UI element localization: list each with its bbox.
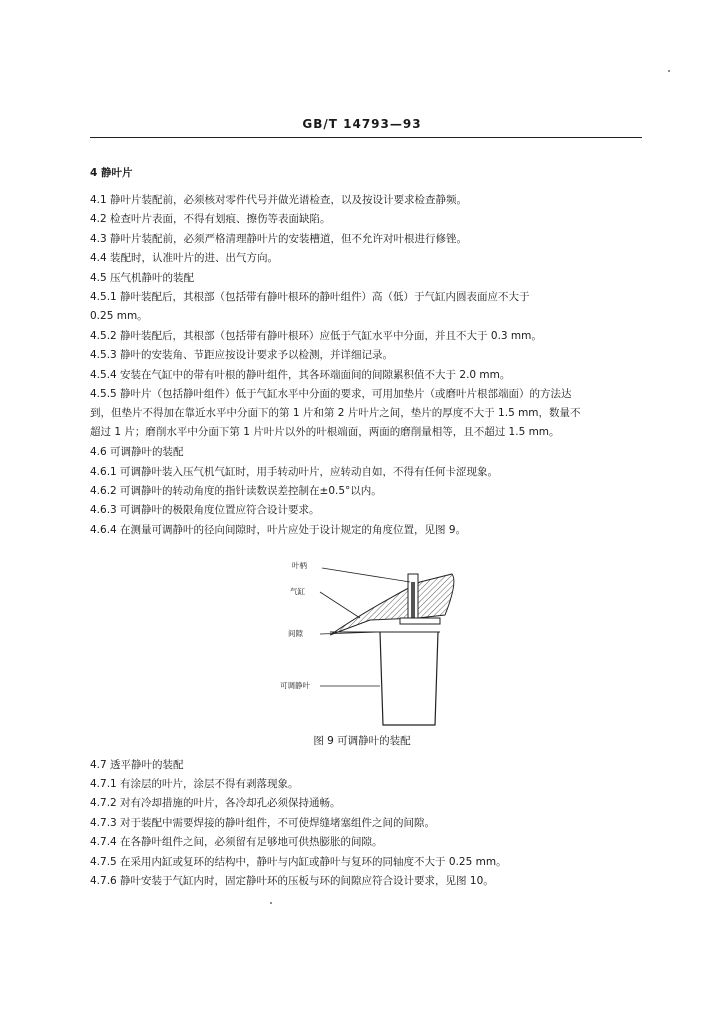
clause-4-7-5: 4.7.5 在采用内缸或复环的结构中，静叶与内缸或静叶与复环的同轴度不大于 0.25 mm。 — [90, 856, 507, 868]
clause-4-5-1-line1: 4.5.1 静叶装配后，其根部（包括带有静叶根环的静叶组件）高（低）于气缸内圆表面应不大于 — [90, 291, 530, 303]
clause-4-5-5-line3: 超过 1 片；磨削水平中分面下第 1 片叶片以外的叶根端面，两面的磨削量相等，且不超过 1.5 mm。 — [90, 426, 560, 438]
clause-4-2: 4.2 检查叶片表面，不得有划痕、擦伤等表面缺陷。 — [90, 213, 331, 225]
clause-4-7-3: 4.7.3 对于装配中需要焊接的静叶组件，不可使焊缝堵塞组件之间的间隙。 — [90, 817, 436, 829]
figure-9-caption: 图 9 可调静叶的装配 — [313, 735, 411, 747]
blade-stem-core — [411, 582, 415, 620]
figure-label-vane: 可调静叶 — [280, 681, 310, 690]
figure-label-cylinder: 气缸 — [290, 587, 305, 596]
clause-4-7-2: 4.7.2 对有冷却措施的叶片，各冷却孔必须保持通畅。 — [90, 797, 341, 809]
scan-speck — [270, 902, 272, 904]
clause-4-1: 4.1 静叶片装配前，必须核对零件代号并做光谱检查，以及按设计要求检查静频。 — [90, 194, 468, 206]
clause-4-6-2: 4.6.2 可调静叶的转动角度的指针读数误差控制在±0.5°以内。 — [90, 485, 382, 497]
clause-4-5-5-line2: 到，但垫片不得加在靠近水平中分面下的第 1 片和第 2 片叶片之间，垫片的厚度不大于 1.5 mm，数量不 — [90, 407, 581, 419]
vane-body — [380, 632, 438, 725]
clause-4-7-1: 4.7.1 有涂层的叶片，涂层不得有剥落现象。 — [90, 778, 299, 790]
section-4-title: 4 静叶片 — [90, 167, 133, 179]
leader-blade — [322, 568, 410, 582]
clause-4-6-4: 4.6.4 在测量可调静叶的径向间隙时，叶片应处于设计规定的角度位置，见图 9。 — [90, 524, 467, 536]
scan-speck — [668, 70, 670, 72]
clause-4-5-4: 4.5.4 安装在气缸中的带有叶根的静叶组件，其各环端面间的间隙累积值不大于 2.0 mm。 — [90, 369, 511, 381]
clause-4-5: 4.5 压气机静叶的装配 — [90, 272, 195, 284]
clause-4-6-3: 4.6.3 可调静叶的极限角度位置应符合设计要求。 — [90, 504, 320, 516]
clause-4-7: 4.7 透平静叶的装配 — [90, 759, 184, 771]
figure-9-diagram — [280, 560, 480, 730]
figure-label-blade: 叶柄 — [292, 561, 307, 570]
cylinder-section — [330, 574, 454, 635]
clause-4-3: 4.3 静叶片装配前，必须严格清理静叶片的安装槽道，但不允许对叶根进行修锉。 — [90, 233, 468, 245]
figure-label-gap: 间隙 — [288, 629, 303, 638]
clause-4-5-5-line1: 4.5.5 静叶片（包括静叶组件）低于气缸水平中分面的要求，可用加垫片（或磨叶片根部端面）的方法达 — [90, 388, 572, 400]
clause-4-4: 4.4 装配时，认准叶片的进、出气方向。 — [90, 252, 279, 264]
figure-9-drawing — [280, 560, 480, 730]
blade-platform — [400, 618, 440, 624]
clause-4-6-1: 4.6.1 可调静叶装入压气机气缸时，用手转动叶片，应转动自如，不得有任何卡涩现象。 — [90, 466, 499, 478]
clause-4-7-6: 4.7.6 静叶安装于气缸内时，固定静叶环的压板与环的间隙应符合设计要求，见图 10。 — [90, 875, 494, 887]
header-rule — [90, 137, 642, 138]
page-header-code: GB/T 14793—93 — [302, 117, 422, 131]
leader-cylinder — [320, 592, 360, 618]
clause-4-6: 4.6 可调静叶的装配 — [90, 446, 184, 458]
clause-4-5-3: 4.5.3 静叶的安装角、节距应按设计要求予以检测，并详细记录。 — [90, 349, 394, 361]
clause-4-7-4: 4.7.4 在各静叶组件之间，必须留有足够地可供热膨胀的间隙。 — [90, 836, 383, 848]
clause-4-5-2: 4.5.2 静叶装配后，其根部（包括带有静叶根环）应低于气缸水平中分面，并且不大于 0.3 mm。 — [90, 330, 542, 342]
clause-4-5-1-line2: 0.25 mm。 — [90, 310, 148, 322]
